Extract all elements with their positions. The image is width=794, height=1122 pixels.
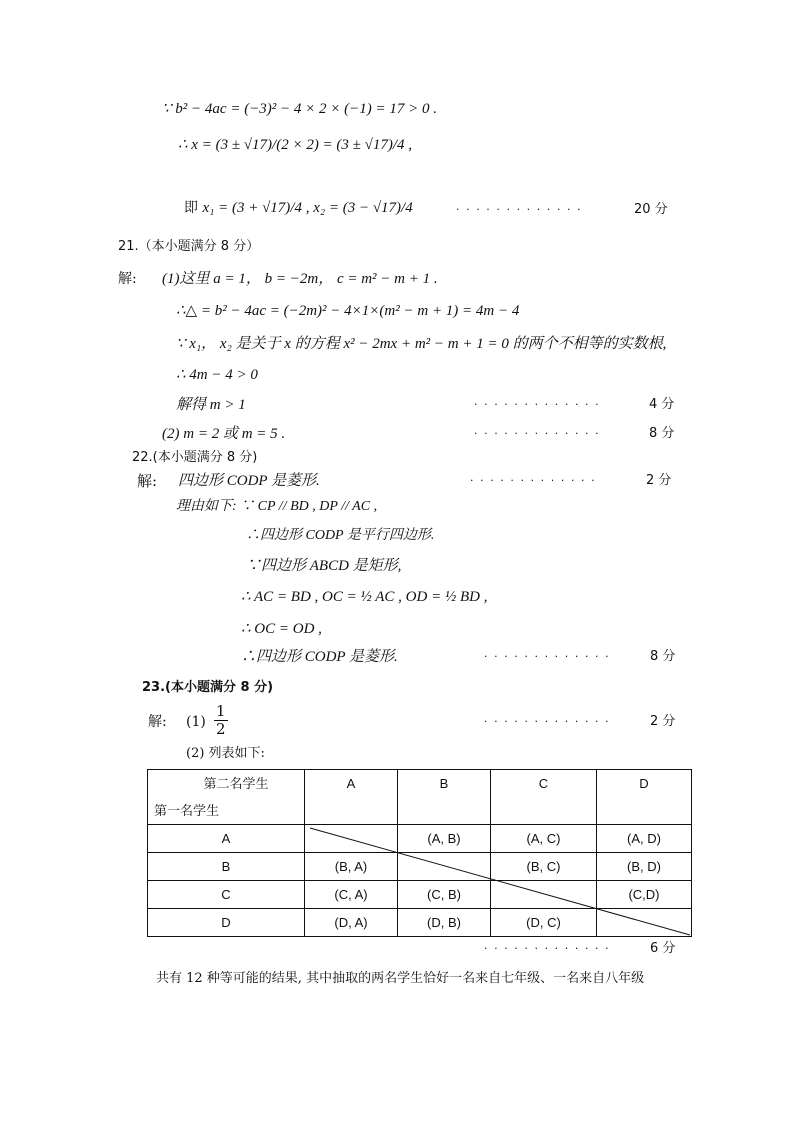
q21-heading: 21.（本小题满分 8 分） bbox=[118, 239, 260, 254]
table-cell: (D, B) bbox=[398, 909, 491, 937]
q21-score2: 8 分 bbox=[649, 426, 675, 441]
q21-part1-b-text: ∴△ = b² − 4ac = (−2m)² − 4×1×(m² − m + 1) = 4m − 4 bbox=[176, 303, 520, 319]
q23-score2: 6 分 bbox=[650, 941, 676, 956]
q22-l6-text: ∴ OC = OD , bbox=[241, 621, 322, 637]
table-cell: (B, A) bbox=[305, 853, 398, 881]
row-label: B bbox=[148, 853, 305, 881]
table-cell: (C, A) bbox=[305, 881, 398, 909]
q20-score: 20 分 bbox=[634, 202, 668, 217]
q22-score1-dots: ············· bbox=[470, 474, 602, 487]
q21-score2-dots: ············· bbox=[474, 427, 606, 440]
q23-score1: 2 分 bbox=[650, 714, 676, 729]
q22-l3-text: ∴四边形 CODP 是平行四边形. bbox=[246, 528, 435, 543]
table-cell: (A, D) bbox=[597, 825, 692, 853]
table-cell: (C, B) bbox=[398, 881, 491, 909]
row-label: A bbox=[148, 825, 305, 853]
q21-score1: 4 分 bbox=[649, 397, 675, 412]
table-cell: (B, D) bbox=[597, 853, 692, 881]
row-label: C bbox=[148, 881, 305, 909]
q22-score1: 2 分 bbox=[646, 473, 672, 488]
col-header: B bbox=[398, 770, 491, 825]
q22-l4-text: ∵四边形 ABCD 是矩形, bbox=[246, 558, 402, 574]
q22-score2: 8 分 bbox=[650, 649, 676, 664]
q22-score2-dots: ············· bbox=[484, 650, 616, 663]
corner-bottom-label: 第一名学生 bbox=[154, 803, 220, 818]
q23-score2-dots: ············· bbox=[484, 942, 616, 955]
table-cell: (A, C) bbox=[491, 825, 597, 853]
table-cell: (C,D) bbox=[597, 881, 692, 909]
q22-jie: 解: bbox=[137, 472, 158, 490]
q22-heading: 22.(本小题满分 8 分) bbox=[132, 450, 258, 465]
q20-line2-text: ∴ x = (3 ± √17)/(2 × 2) = (3 ± √17)/4 , bbox=[178, 137, 413, 153]
q23-conclusion: 共有 12 种等可能的结果, 其中抽取的两名学生恰好一名来自七年级、一名来自八年级 bbox=[156, 971, 645, 986]
corner-top-label: 第二名学生 bbox=[203, 776, 269, 791]
q23-p1-label: (1) bbox=[186, 714, 206, 730]
q23-p2: (2) 列表如下: bbox=[186, 746, 265, 761]
row-label: D bbox=[148, 909, 305, 937]
q20-line3-text: x₁ = (3 + √17)/4 , x₂ = (3 − √17)/4 bbox=[202, 200, 413, 216]
q21-part1-e-text: 解得 m > 1 bbox=[176, 397, 246, 413]
q21-part1-a-text: (1)这里 a = 1， b = −2m， c = m² − m + 1 . bbox=[162, 271, 438, 287]
q22-l7-text: ∴四边形 CODP 是菱形. bbox=[241, 649, 398, 665]
q23-score1-dots: ············· bbox=[484, 715, 616, 728]
q22-l2-text: 理由如下: ∵ CP // BD , DP // AC , bbox=[176, 499, 378, 514]
q21-part1-c-text: ∵ x₁， x₂ 是关于 x 的方程 x² − 2mx + m² − m + 1 = 0 的两个不相等的实数根, bbox=[176, 336, 667, 352]
q21-part1-d-text: ∴ 4m − 4 > 0 bbox=[176, 367, 258, 383]
table-cell: (D, C) bbox=[491, 909, 597, 937]
q21-score1-dots: ············· bbox=[474, 398, 606, 411]
table-cell: (A, B) bbox=[398, 825, 491, 853]
q22-l1-text: 四边形 CODP 是菱形. bbox=[178, 473, 320, 489]
table-cell: (D, A) bbox=[305, 909, 398, 937]
q23-jie: 解: bbox=[148, 714, 167, 730]
col-header: A bbox=[305, 770, 398, 825]
q22-l5-text: ∴ AC = BD , OC = ½ AC , OD = ½ BD , bbox=[241, 589, 488, 605]
q23-heading: 23.(本小题满分 8 分) bbox=[142, 680, 274, 695]
table-cell: (B, C) bbox=[491, 853, 597, 881]
col-header: D bbox=[597, 770, 692, 825]
col-header: C bbox=[491, 770, 597, 825]
q23-p1-numerator: 1 bbox=[216, 702, 226, 720]
q21-jie: 解: bbox=[118, 271, 137, 287]
diagonal-stroke bbox=[310, 828, 690, 935]
q20-score-dots: ············· bbox=[456, 203, 588, 216]
q21-part2-text: (2) m = 2 或 m = 5 . bbox=[162, 426, 286, 442]
q20-line3-prefix: 即 bbox=[184, 200, 198, 216]
q23-p1-denominator: 2 bbox=[216, 720, 226, 738]
q20-line1-text: ∵ b² − 4ac = (−3)² − 4 × 2 × (−1) = 17 > 0 . bbox=[162, 101, 438, 117]
